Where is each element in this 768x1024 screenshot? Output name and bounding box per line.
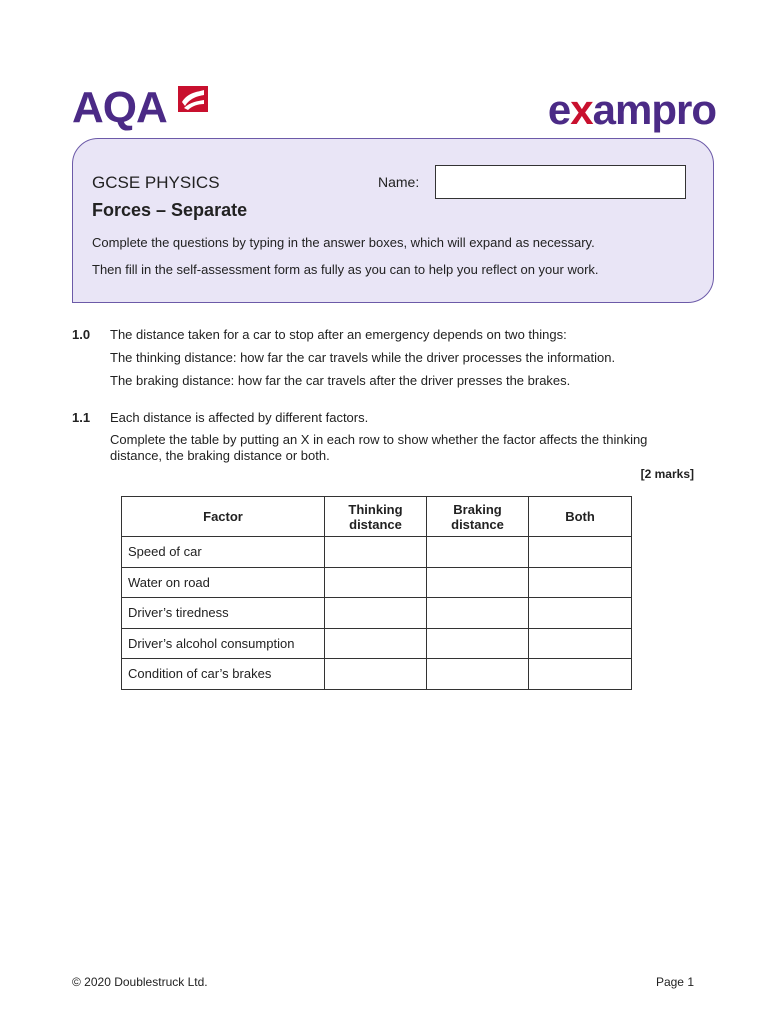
question-1-0-line-3: The braking distance: how far the car travels after the driver presses the brakes.	[110, 373, 571, 388]
table-row	[122, 567, 632, 598]
answer-cell-braking[interactable]	[427, 598, 529, 629]
table-row	[122, 537, 632, 568]
exampro-logo-x: x	[570, 86, 593, 133]
answer-cell-thinking[interactable]	[325, 598, 427, 629]
factor-label: Condition of car’s brakes	[122, 659, 325, 690]
question-1-0-line-2: The thinking distance: how far the car travels while the driver processes the information.	[110, 350, 616, 365]
instruction-line-1: Complete the questions by typing in the answer boxes, which will expand as necessary.	[92, 235, 595, 250]
header-factor: Factor	[122, 497, 325, 537]
header-braking-distance: Braking distance	[427, 497, 529, 537]
answer-cell-both[interactable]	[529, 628, 632, 659]
topic-title: Forces – Separate	[92, 200, 248, 220]
name-input[interactable]	[435, 165, 686, 199]
name-label: Name:	[378, 174, 420, 190]
aqa-logo-text: AQA	[72, 83, 167, 132]
factor-label: Speed of car	[122, 537, 325, 568]
answer-cell-thinking[interactable]	[325, 659, 427, 690]
answer-cell-braking[interactable]	[427, 659, 529, 690]
info-panel	[72, 138, 714, 303]
footer-copyright: © 2020 Doublestruck Ltd.	[72, 975, 208, 989]
table-row	[122, 659, 632, 690]
instruction-line-2: Then fill in the self-assessment form as fully as you can to help you reflect on your work.	[92, 262, 599, 277]
table-header-row	[122, 497, 632, 537]
answer-cell-thinking[interactable]	[325, 537, 427, 568]
answer-cell-braking[interactable]	[427, 567, 529, 598]
question-1-1-line-2: Complete the table by putting an X in each row to show whether the factor affects the thinking distance, the braking distance or both.	[110, 432, 648, 463]
aqa-logo	[72, 84, 212, 132]
factor-label: Driver’s alcohol consumption	[122, 628, 325, 659]
aqa-logo-mark-icon	[178, 86, 208, 112]
answer-cell-both[interactable]	[529, 659, 632, 690]
footer-page-number: Page 1	[655, 975, 694, 989]
answer-cell-both[interactable]	[529, 567, 632, 598]
subject-title: GCSE PHYSICS	[92, 173, 220, 192]
answer-cell-braking[interactable]	[427, 537, 529, 568]
header-thinking-distance: Thinking distance	[325, 497, 427, 537]
factors-table	[121, 496, 632, 690]
question-1-0-line-1: The distance taken for a car to stop after an emergency depends on two things:	[110, 327, 567, 342]
answer-cell-thinking[interactable]	[325, 567, 427, 598]
exampro-logo-suffix: ampro	[592, 86, 716, 133]
table-row	[122, 598, 632, 629]
answer-cell-thinking[interactable]	[325, 628, 427, 659]
answer-cell-both[interactable]	[529, 598, 632, 629]
exampro-logo-prefix: e	[547, 86, 571, 133]
factor-label: Water on road	[122, 567, 325, 598]
question-1-0-number: 1.0	[72, 327, 91, 342]
factor-label: Driver’s tiredness	[122, 598, 325, 629]
table-row	[122, 628, 632, 659]
answer-cell-both[interactable]	[529, 537, 632, 568]
exampro-logo	[516, 88, 716, 132]
header-both: Both	[529, 497, 632, 537]
question-1-1-number: 1.1	[72, 410, 91, 425]
marks-label: [2 marks]	[640, 467, 694, 481]
question-1-1-line-1: Each distance is affected by different factors.	[110, 410, 369, 425]
answer-cell-braking[interactable]	[427, 628, 529, 659]
